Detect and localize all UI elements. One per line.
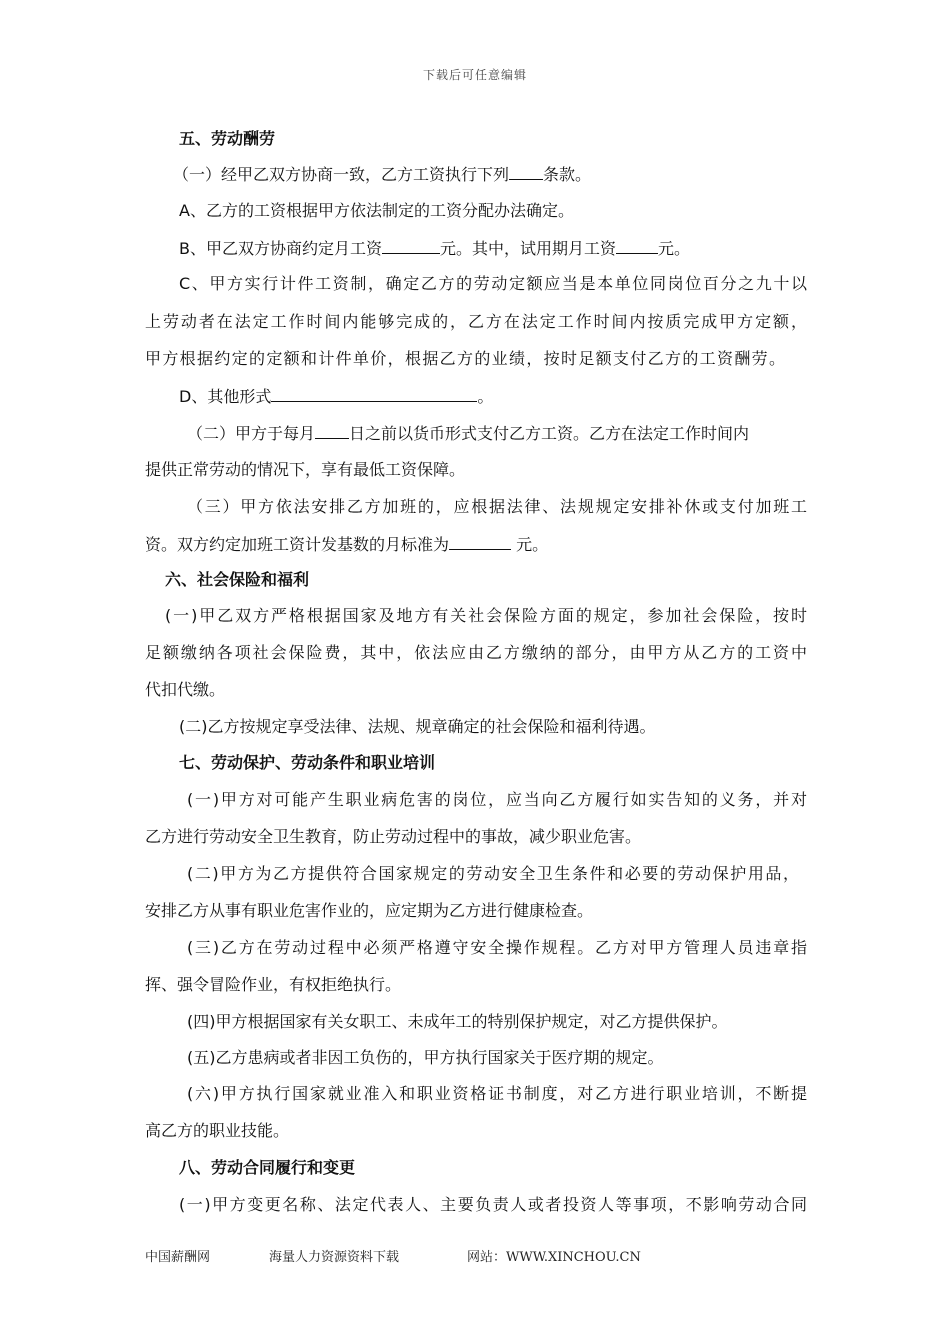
text: 元。其中，试用期月工资 [439, 239, 616, 258]
text: 元。 [658, 239, 691, 258]
paragraph-line: (一)甲方对可能产生职业病危害的岗位，应当向乙方履行如实告知的义务，并对 [187, 790, 807, 809]
text: （二）甲方于每月 [187, 424, 316, 443]
paragraph-line: 高乙方的职业技能。 [145, 1121, 290, 1140]
text: 资。双方约定加班工资计发基数的月标准为 [145, 535, 450, 554]
paragraph-line: （三）甲方依法安排乙方加班的，应根据法律、法规规定安排补休或支付加班工 [187, 497, 807, 516]
paragraph-line [179, 385, 493, 408]
fill-blank [509, 163, 543, 180]
fill-blank [449, 533, 511, 550]
fill-blank [315, 422, 349, 439]
paragraph-line: (二)甲方为乙方提供符合国家规定的劳动安全卫生条件和必要的劳动保护用品， [187, 864, 799, 883]
paragraph-line: 提供正常劳动的情况下，享有最低工资保障。 [145, 460, 466, 479]
paragraph-line: (五)乙方患病或者非因工负伤的，甲方执行国家关于医疗期的规定。 [187, 1048, 664, 1067]
section-heading: 六、社会保险和福利 [165, 570, 310, 589]
section-heading: 八、劳动合同履行和变更 [179, 1158, 356, 1177]
paragraph-line [187, 422, 749, 445]
paragraph-line: 乙方进行劳动安全卫生教育，防止劳动过程中的事故，减少职业危害。 [145, 827, 642, 846]
paragraph-line [173, 163, 591, 186]
text: 。 [477, 387, 494, 406]
footer-site: 中国薪酬网 [145, 1250, 211, 1265]
section-heading: 五、劳动酬劳 [179, 129, 276, 148]
text: 日之前以货币形式支付乙方工资。乙方在法定工作时间内 [349, 424, 750, 443]
paragraph-line [145, 533, 548, 556]
paragraph-line: 挥、强令冒险作业，有权拒绝执行。 [145, 975, 402, 994]
footer-url: 网站：WWW.XINCHOU.CN [467, 1250, 641, 1265]
paragraph-line: C、甲方实行计件工资制，确定乙方的劳动定额应当是本单位同岗位百分之九十以 [179, 274, 807, 293]
text: D、其他形式 [179, 387, 272, 406]
paragraph-line: (四)甲方根据国家有关女职工、未成年工的特别保护规定，对乙方提供保护。 [187, 1012, 728, 1031]
paragraph-line: 安排乙方从事有职业危害作业的，应定期为乙方进行健康检查。 [145, 901, 594, 920]
text: 条款。 [543, 165, 592, 184]
paragraph-line: A、乙方的工资根据甲方依法制定的工资分配办法确定。 [179, 201, 574, 220]
paragraph-line [179, 237, 690, 260]
paragraph-line: (二)乙方按规定享受法律、法规、规章确定的社会保险和福利待遇。 [179, 717, 656, 736]
text: （一）经甲乙双方协商一致，乙方工资执行下列 [173, 165, 510, 184]
fill-blank [271, 385, 477, 402]
paragraph-line: 代扣代缴。 [145, 680, 226, 699]
footer-slogan: 海量人力资源资料下载 [269, 1250, 400, 1265]
paragraph-line: (一)甲乙双方严格根据国家及地方有关社会保险方面的规定，参加社会保险，按时 [165, 606, 807, 625]
fill-blank [382, 237, 440, 254]
fill-blank [616, 237, 658, 254]
paragraph-line: (六)甲方执行国家就业准入和职业资格证书制度，对乙方进行职业培训，不断提 [187, 1084, 807, 1103]
header-note: 下载后可任意编辑 [422, 68, 527, 82]
text: 元。 [511, 535, 549, 554]
section-heading: 七、劳动保护、劳动条件和职业培训 [179, 753, 436, 772]
paragraph-line: 足额缴纳各项社会保险费，其中，依法应由乙方缴纳的部分，由甲方从乙方的工资中 [145, 643, 807, 662]
text: B、甲乙双方协商约定月工资 [179, 239, 382, 258]
paragraph-line: 甲方根据约定的定额和计件单价，根据乙方的业绩，按时足额支付乙方的工资酬劳。 [145, 349, 785, 368]
paragraph-line: (一)甲方变更名称、法定代表人、主要负责人或者投资人等事项，不影响劳动合同 [179, 1195, 807, 1214]
paragraph-line: 上劳动者在法定工作时间内能够完成的，乙方在法定工作时间内按质完成甲方定额， [145, 312, 807, 331]
paragraph-line: (三)乙方在劳动过程中必须严格遵守安全操作规程。乙方对甲方管理人员违章指 [187, 938, 807, 957]
